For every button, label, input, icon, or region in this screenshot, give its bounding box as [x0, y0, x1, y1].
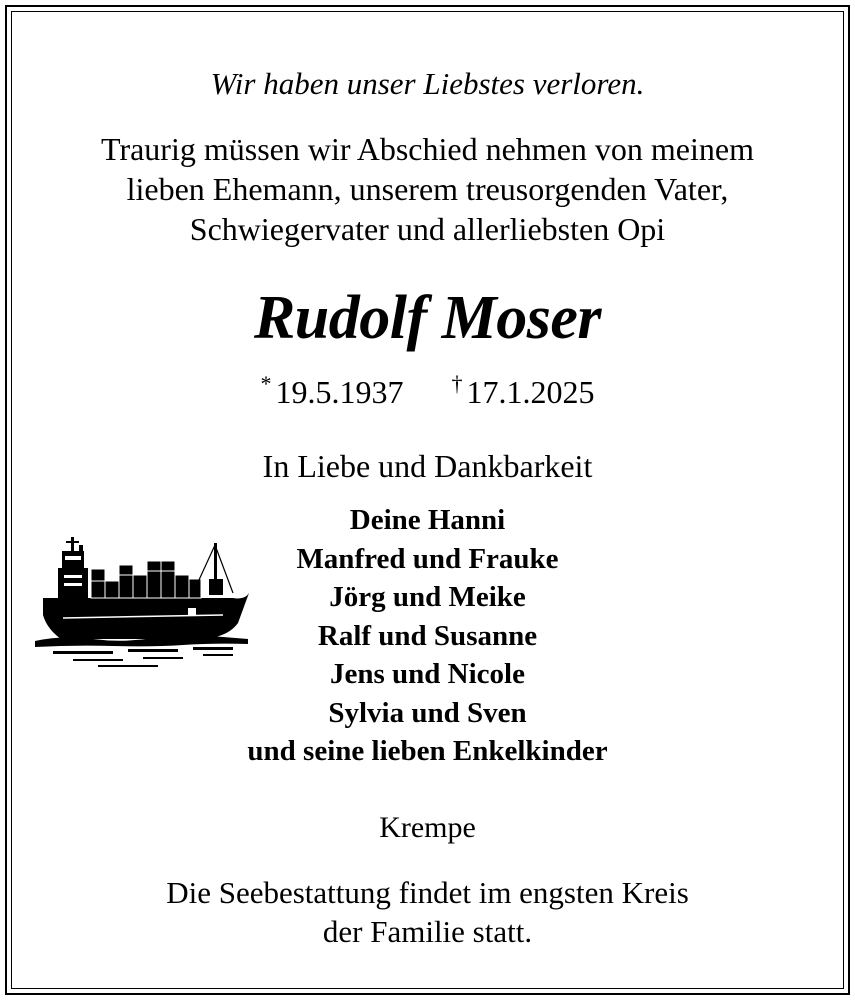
- note-line: der Familie statt.: [322, 914, 533, 949]
- death-date: [452, 371, 595, 411]
- burial-note: [11, 873, 844, 951]
- family-member: Sylvia und Sven: [328, 696, 527, 729]
- intro-line: Schwiegervater und allerliebsten Opi: [189, 211, 666, 247]
- family-member: Jens und Nicole: [330, 658, 525, 690]
- family-member: Jörg und Meike: [329, 581, 526, 613]
- family-member: Manfred und Frauke: [296, 542, 559, 575]
- family-member: Ralf und Susanne: [317, 619, 538, 652]
- container-ship-icon: [33, 523, 253, 673]
- death-cross-icon: †: [451, 371, 463, 396]
- family-member: Deine Hanni: [349, 504, 506, 536]
- deceased-name: Rudolf Moser: [253, 284, 602, 352]
- obituary-notice: [11, 11, 844, 989]
- family-member: und seine lieben Enkelkinder: [247, 735, 608, 767]
- intro-line: lieben Ehemann, unserem treusorgenden Vater,: [126, 171, 729, 207]
- birth-date-value: 19.5.1937: [275, 374, 404, 410]
- birth-star-icon: *: [260, 371, 272, 396]
- note-line: Die Seebestattung findet im engsten Kreis: [166, 875, 689, 910]
- death-date-value: 17.1.2025: [466, 374, 595, 410]
- life-dates: [11, 371, 844, 411]
- birth-date: [261, 371, 404, 411]
- intro-line: Traurig müssen wir Abschied nehmen von meinem: [101, 131, 754, 167]
- thanks-line: In Liebe und Dankbarkeit: [262, 448, 593, 484]
- intro-text: [11, 129, 844, 249]
- motto: Wir haben unser Liebstes verloren.: [210, 66, 645, 101]
- place: Krempe: [379, 811, 476, 844]
